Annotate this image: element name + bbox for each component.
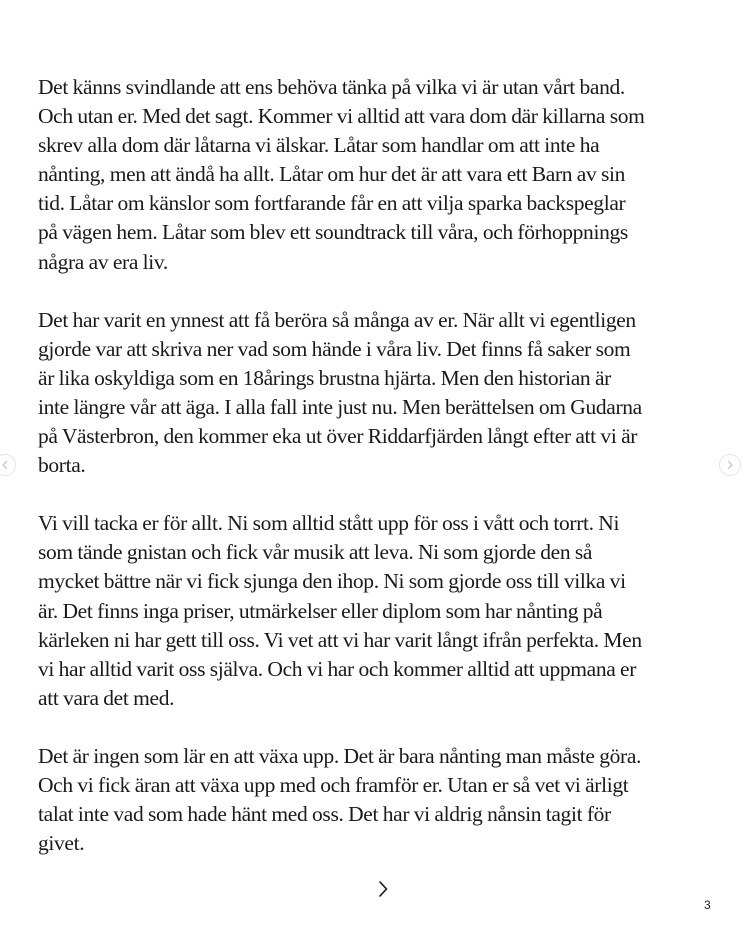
letter-text [38,73,718,887]
chevron-right-icon [725,460,735,470]
text-line: är. Det finns inga priser, utmärkelser eller diplom som har nånting på [38,598,603,623]
next-page-button[interactable] [372,877,394,901]
chevron-left-icon [0,460,10,470]
next-slide-button[interactable] [719,454,741,476]
text-line: givet. [38,831,85,856]
text-line: att vara det med. [38,685,175,710]
text-line: kärleken ni har gett till oss. Vi vet att vi har varit långt ifrån perfekta. Men [38,627,642,652]
chevron-right-icon [376,879,390,899]
text-line: som tände gnistan och fick vår musik att leva. Ni som gjorde den så [38,540,593,565]
text-line: Och utan er. Med det sagt. Kommer vi alltid att vara dom där killarna som [38,104,645,129]
text-line: gjorde var att skriva ner vad som hände i våra liv. Det finns få saker som [38,336,631,361]
page-number: 3 [704,898,711,912]
text-line: borta. [38,453,86,478]
text-line: några av era liv. [38,249,168,274]
paragraph [38,306,718,481]
text-line: skrev alla dom där låtarna vi älskar. Låtar som handlar om att inte ha [38,133,600,158]
text-line: tid. Låtar om känslor som fortfarande får en att vilja sparka backspeglar [38,191,626,216]
text-line: Det är ingen som lär en att växa upp. Det är bara nånting man måste göra. [38,743,642,768]
text-line: vi har alltid varit oss själva. Och vi har och kommer alltid att uppmana er [38,656,637,681]
text-line: Vi vill tacka er för allt. Ni som alltid stått upp för oss i vått och torrt. Ni [38,511,620,536]
text-line: inte längre vår att äga. I alla fall inte just nu. Men berättelsen om Gudarna [38,394,642,419]
text-line: på Västerbron, den kommer eka ut över Riddarfjärden långt efter att vi är [38,424,638,449]
paragraph [38,742,718,858]
previous-slide-button[interactable] [0,454,16,476]
text-line: mycket bättre när vi fick sjunga den ihop. Ni som gjorde oss till vilka vi [38,569,626,594]
text-line: är lika oskyldiga som en 18årings brustna hjärta. Men den historian är [38,365,611,390]
text-line: Det har varit en ynnest att få beröra så många av er. När allt vi egentligen [38,307,636,332]
paragraph [38,73,718,277]
text-line: talat inte vad som hade hänt med oss. Det har vi aldrig nånsin tagit för [38,802,611,827]
text-line: Det känns svindlande att ens behöva tänka på vilka vi är utan vårt band. [38,75,625,99]
text-line: på vägen hem. Låtar som blev ett soundtrack till våra, och förhoppnings [38,220,628,245]
paragraph [38,509,718,713]
text-line: nånting, men att ändå ha allt. Låtar om hur det är att vara ett Barn av sin [38,162,626,187]
text-line: Och vi fick äran att växa upp med och framför er. Utan er så vet vi ärligt [38,772,629,797]
